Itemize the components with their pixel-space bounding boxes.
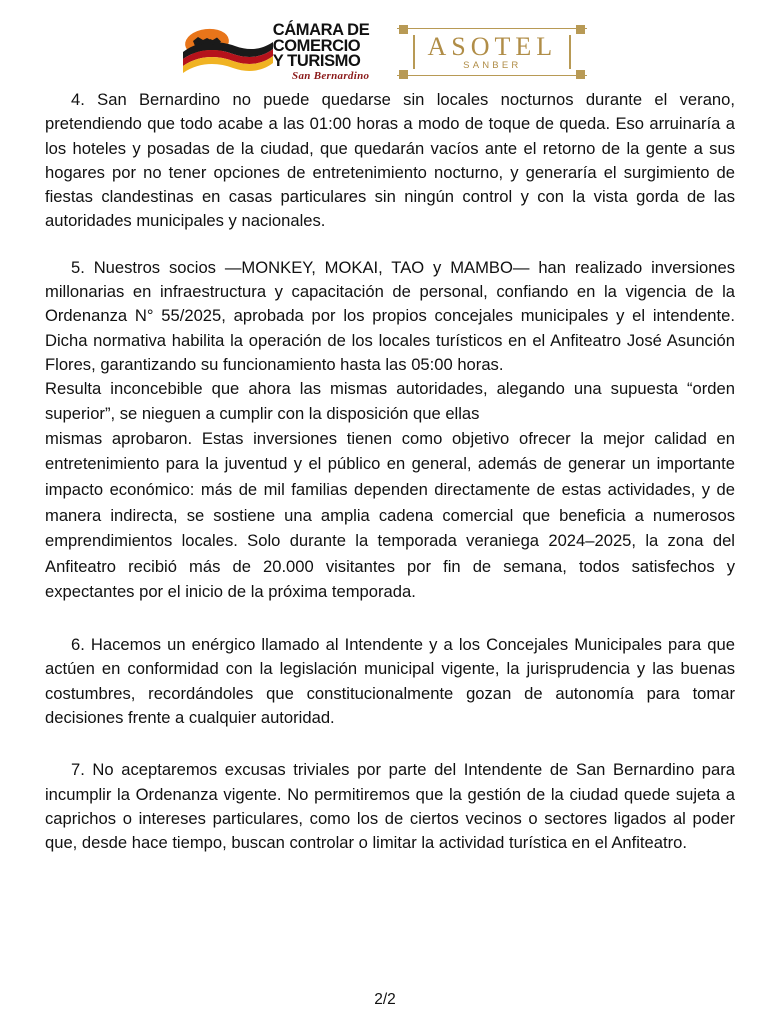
logo-line-2: COMERCIO (272, 36, 361, 55)
paragraph-item-5: 5. Nuestros socios —MONKEY, MOKAI, TAO y MAMBO— han realizado inversiones millonarias en infraestructura y capacitación de personal, confiando en la vigencia de la Ordenanza N° 55/2025, aprobada por los propios concejales municipales y el intendente. Dicha normativa habilita la operación de los locales turísticos en el Anfiteatro José Asunción Flores, garantizando su funcionamiento hasta las 05:00 horas. (45, 257, 735, 374)
corner-square-icon (576, 25, 585, 34)
paragraph-item-5-continued-a: Resulta inconcebible que ahora las mismas autoridades, alegando una supuesta “orden superior”, se nieguen a cumplir con la disposición que ellas (45, 379, 735, 423)
corner-square-icon (399, 70, 408, 79)
asotel-logo (397, 26, 587, 78)
paragraph-spacer (45, 730, 735, 758)
document-body (0, 88, 770, 855)
camara-comercio-logo (183, 21, 370, 82)
paragraph-spacer (45, 605, 735, 633)
document-header (0, 0, 770, 88)
logo-line-3: Y TURISMO (272, 52, 361, 71)
paragraph-item-6: 6. Hacemos un enérgico llamado al Intendente y a los Concejales Municipales para que actúen en conformidad con la legislación municipal vigente, la jurisprudencia y las buenas costumbres, recordándoles que constitucionalmente gozan de autonomía para tomar decisiones frente a cualquier autoridad. (45, 635, 735, 727)
logo-line-1: CÁMARA DE (272, 21, 370, 40)
asotel-subtitle: SANBER (463, 59, 522, 71)
camara-comercio-emblem-icon (183, 26, 275, 78)
asotel-wordmark (401, 31, 583, 71)
corner-square-icon (576, 70, 585, 79)
paragraph-spacer (45, 234, 735, 256)
logo-script-subtitle: San Bernardino (292, 69, 370, 82)
corner-square-icon (399, 25, 408, 34)
handshake-icon (192, 34, 222, 50)
page-number: 2/2 (374, 991, 396, 1008)
asotel-name: ASOTEL (427, 31, 558, 61)
paragraph-item-7: 7. No aceptaremos excusas triviales por parte del Intendente de San Bernardino para incumplir la Ordenanza vigente. No permitiremos que la gestión de la ciudad quede sujeta a caprichos o intereses particulares, como los de ciertos vecinos o sectores ligados al poder que, desde hace tiempo, buscan controlar o limitar la actividad turística en el Anfiteatro. (45, 760, 735, 853)
paragraph-item-5-continued-b: mismas aprobaron. Estas inversiones tienen como objetivo ofrecer la mejor calidad en entretenimiento para la juventud y el público en general, además de generar un importante impacto económico: más de mil familias dependen directamente de estas actividades, y de manera indirecta, se sostiene una amplia cadena comercial que beneficia a numerosos emprendimientos locales. Solo durante la temporada veraniega 2024–2025, la zona del Anfiteatro recibió más de 20.000 visitantes por fin de semana, todos satisfechos y expectantes por el inicio de la próxima temporada. (45, 428, 735, 602)
paragraph-item-4: 4. San Bernardino no puede quedarse sin locales nocturnos durante el verano, pretendiendo que todo acabe a las 01:00 horas a modo de toque de queda. Eso arruinaría a los hoteles y posadas de la ciudad, que quedarán vacíos ante el retorno de la gente a sus hogares por no tener opciones de entretenimiento nocturno, y generaría el surgimiento de fiestas clandestinas en casas particulares sin ningún control y con la vista gorda de las autoridades municipales y nacionales. (45, 90, 735, 231)
camara-comercio-wordmark (273, 23, 370, 81)
